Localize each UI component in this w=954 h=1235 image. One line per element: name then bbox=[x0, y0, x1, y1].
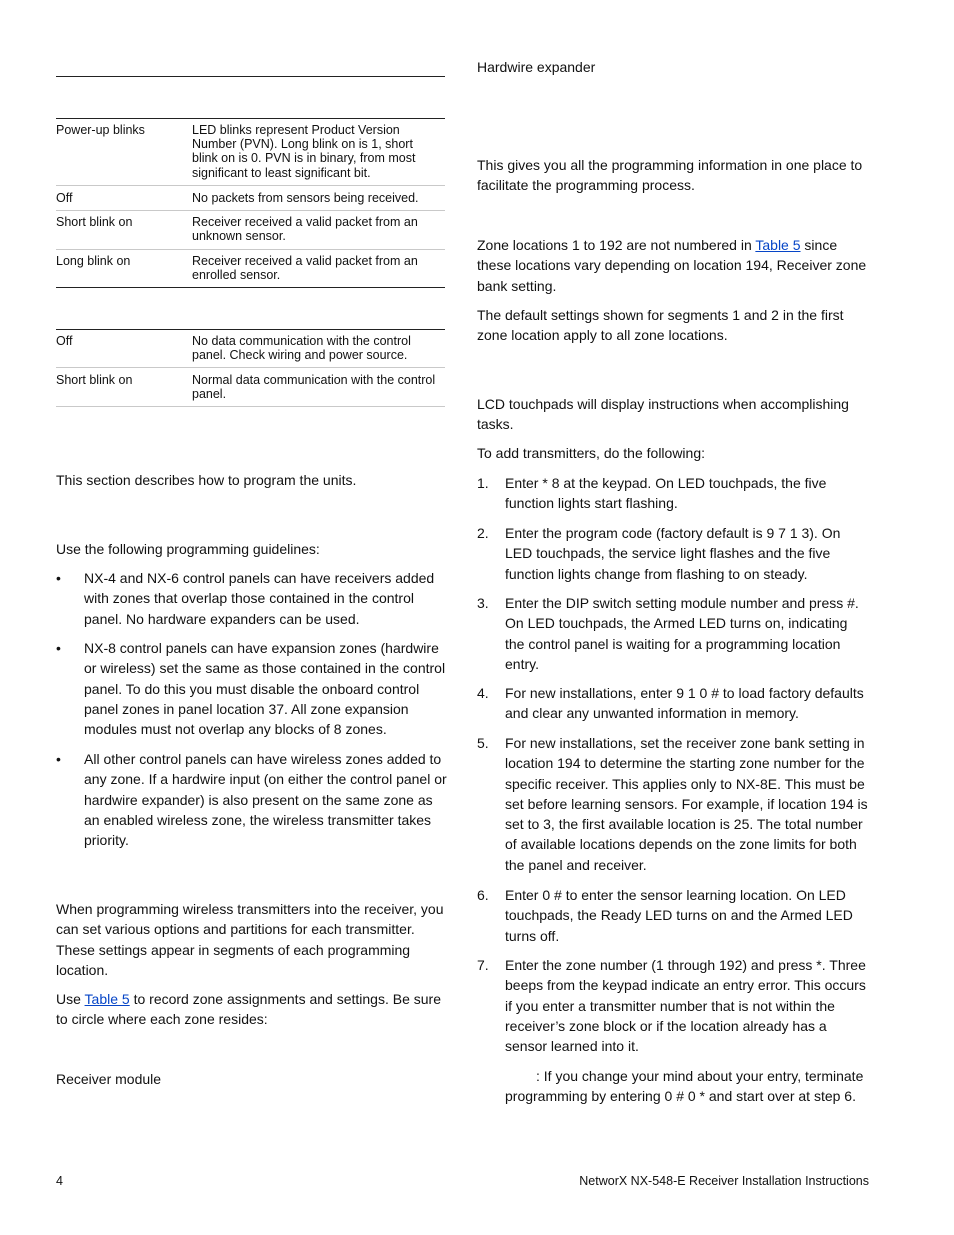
table1-bottom-rule bbox=[56, 287, 445, 288]
desc-line: blink on is 0. PVN is in binary, from most bbox=[192, 151, 416, 166]
add-transmitters-lead: To add transmitters, do the following: bbox=[477, 445, 706, 461]
step-note bbox=[505, 1066, 885, 1107]
table1-row1-label: Power-up blinks bbox=[56, 123, 145, 137]
step-item bbox=[505, 473, 885, 514]
line: priority. bbox=[84, 832, 129, 849]
line: Enter the program code (factory default is 9 7 1 3). On bbox=[505, 525, 841, 541]
step-item bbox=[505, 955, 885, 1056]
step-number: 4. bbox=[477, 685, 489, 701]
line: an enabled wireless zone, the wireless transmitter takes bbox=[84, 811, 432, 828]
table1-row3-desc bbox=[192, 215, 442, 243]
line: function lights start flashing. bbox=[505, 495, 678, 512]
text: to record zone assignments and settings. Be sure bbox=[129, 991, 441, 1007]
table1-row-divider bbox=[56, 185, 445, 186]
desc-line: panel. Check wiring and power source. bbox=[192, 348, 408, 363]
default-settings-paragraph bbox=[477, 305, 877, 346]
table5-link[interactable]: Table 5 bbox=[84, 991, 130, 1007]
step-number: 5. bbox=[477, 735, 489, 751]
step-number: 7. bbox=[477, 957, 489, 973]
table1-row4-label: Long blink on bbox=[56, 254, 131, 268]
document-title: NetworX NX-548-E Receiver Installation Instructions bbox=[579, 1174, 869, 1188]
desc-line: Receiver received a valid packet from an bbox=[192, 215, 418, 229]
top-rule bbox=[56, 76, 445, 77]
table1-row3-label: Short blink on bbox=[56, 215, 133, 229]
line: hardwire expander) is also present on the same zone as bbox=[84, 791, 433, 808]
desc-line: LED blinks represent Product Version bbox=[192, 123, 400, 137]
use-table-paragraph bbox=[56, 989, 451, 1030]
desc-line: Receiver received a valid packet from an bbox=[192, 254, 418, 268]
hardwire-expander-label: Hardwire expander bbox=[477, 59, 596, 75]
line: location. bbox=[56, 961, 109, 978]
line bbox=[56, 989, 451, 1009]
line: bank setting. bbox=[477, 277, 557, 294]
line: For new installations, set the receiver zone bank setting in bbox=[505, 735, 865, 751]
step-number: 6. bbox=[477, 887, 489, 903]
line: : If you change your mind about your entry, terminate bbox=[536, 1068, 864, 1084]
line: function lights change from flashing to on steady. bbox=[505, 565, 808, 582]
lcd-paragraph bbox=[477, 394, 877, 435]
table2-row1-desc bbox=[192, 334, 442, 362]
table1-row2-desc: No packets from sensors being received. bbox=[192, 191, 419, 205]
line: entry. bbox=[505, 655, 539, 672]
desc-line: Number (PVN). Long blink on is 1, short bbox=[192, 137, 413, 152]
line: All other control panels can have wireless zones added to bbox=[84, 751, 442, 767]
bullet-marker: • bbox=[56, 640, 61, 656]
wireless-paragraph bbox=[56, 899, 451, 980]
table1-row2-label: Off bbox=[56, 191, 73, 205]
step-number: 2. bbox=[477, 525, 489, 541]
line: set before learning sensors. For example, if location 194 is bbox=[505, 795, 868, 812]
line: to circle where each zone resides: bbox=[56, 1011, 268, 1028]
line: set to 3, the first available location is 25. The total number bbox=[505, 816, 863, 833]
step-item bbox=[505, 885, 885, 946]
zone-locations-paragraph bbox=[477, 235, 877, 296]
line: the control panel is waiting for a programming location bbox=[505, 635, 841, 652]
line: The default settings shown for segments 1 and 2 in the first bbox=[477, 307, 844, 323]
table2-row2-label: Short blink on bbox=[56, 373, 133, 387]
line: NX-4 and NX-6 control panels can have receivers added bbox=[84, 570, 435, 586]
table2-top-rule bbox=[56, 329, 445, 330]
line: the panel and receiver. bbox=[505, 856, 647, 873]
desc-line: significant to least significant bit. bbox=[192, 165, 371, 180]
table1-top-rule bbox=[56, 118, 445, 119]
text: since bbox=[800, 237, 838, 253]
line: Enter * 8 at the keypad. On LED touchpads, the five bbox=[505, 475, 827, 491]
line: these locations vary depending on location 194, Receiver zone bbox=[477, 257, 867, 274]
table2-row1-label: Off bbox=[56, 334, 73, 348]
line: This gives you all the programming information in one place to bbox=[477, 157, 863, 173]
line: with zones that overlap those contained in the control bbox=[84, 590, 414, 607]
line: For new installations, enter 9 1 0 # to load factory defaults bbox=[505, 685, 864, 701]
text: Use bbox=[56, 991, 85, 1007]
line: tasks. bbox=[477, 416, 514, 433]
line: location 194 to determine the starting zone number for the bbox=[505, 755, 865, 772]
table5-link[interactable]: Table 5 bbox=[755, 237, 801, 253]
guideline-item bbox=[84, 638, 454, 739]
gives-paragraph bbox=[477, 155, 877, 196]
step-number: 3. bbox=[477, 595, 489, 611]
line: and clear any unwanted information in memory. bbox=[505, 705, 799, 722]
table2-bottom-rule bbox=[56, 406, 445, 407]
desc-line: panel. bbox=[192, 387, 227, 402]
line: programming by entering 0 # 0 * and start over at step 6. bbox=[505, 1088, 856, 1105]
table1-row4-desc bbox=[192, 254, 442, 282]
desc-line: No data communication with the control bbox=[192, 334, 411, 348]
line: zone location apply to all zone locations. bbox=[477, 327, 728, 344]
bullet-marker: • bbox=[56, 751, 61, 767]
line: These settings appear in segments of each programming bbox=[56, 941, 411, 958]
line: can set various options and partitions for each transmitter. bbox=[56, 921, 415, 938]
line: beeps from the keypad indicate an entry error. This occurs bbox=[505, 977, 866, 994]
desc-line: unknown sensor. bbox=[192, 229, 286, 244]
line: panel zones in panel location 37. All zone expansion bbox=[84, 700, 409, 717]
guideline-item bbox=[84, 568, 454, 629]
step-number: 1. bbox=[477, 475, 489, 491]
line: panel. To do this you must disable the onboard control bbox=[84, 680, 420, 697]
line: NX-8 control panels can have expansion zones (hardwire bbox=[84, 640, 439, 656]
line: Enter the zone number (1 through 192) and press *. Three bbox=[505, 957, 866, 973]
line bbox=[477, 235, 877, 255]
line: facilitate the programming process. bbox=[477, 177, 695, 194]
step-item bbox=[505, 523, 885, 584]
table1-row-divider bbox=[56, 210, 445, 211]
desc-line: enrolled sensor. bbox=[192, 268, 281, 283]
step-item bbox=[505, 593, 885, 674]
line: LED touchpads, the service light flashes and the five bbox=[505, 545, 831, 562]
table2-row2-desc bbox=[192, 373, 442, 401]
page-number: 4 bbox=[56, 1174, 63, 1188]
line: When programming wireless transmitters into the receiver, you bbox=[56, 901, 444, 917]
desc-line: Normal data communication with the control bbox=[192, 373, 436, 387]
line: of available locations depends on the zone limits for both bbox=[505, 836, 857, 853]
guidelines-lead: Use the following programming guidelines: bbox=[56, 541, 320, 557]
line: Enter 0 # to enter the sensor learning location. On LED bbox=[505, 887, 846, 903]
table1-row1-desc bbox=[192, 123, 442, 180]
line: LCD touchpads will display instructions when accomplishing bbox=[477, 396, 849, 412]
text: Zone locations 1 to 192 are not numbered in bbox=[477, 237, 756, 253]
guideline-item bbox=[84, 749, 454, 850]
step-item bbox=[505, 683, 885, 724]
line: modules must not overlap any blocks of 8 zones. bbox=[84, 721, 387, 738]
intro-paragraph: This section describes how to program the units. bbox=[56, 472, 357, 488]
line: turns off. bbox=[505, 927, 560, 944]
line: panel. No hardware expanders can be used. bbox=[84, 610, 360, 627]
table2-row-divider bbox=[56, 367, 445, 368]
table1-row-divider bbox=[56, 249, 445, 250]
line: touchpads, the Ready LED turns on and the Armed LED bbox=[505, 907, 853, 924]
line: specific receiver. This applies only to NX-8E. This must be bbox=[505, 775, 865, 792]
line: Enter the DIP switch setting module number and press #. bbox=[505, 595, 859, 611]
line: sensor learned into it. bbox=[505, 1038, 639, 1055]
receiver-module-label: Receiver module bbox=[56, 1071, 162, 1087]
line: any zone. If a hardwire input (on either the control panel or bbox=[84, 771, 447, 788]
line: On LED touchpads, the Armed LED turns on, indicating bbox=[505, 615, 848, 632]
line: receiver’s zone block or if the location already has a bbox=[505, 1017, 827, 1034]
line: or wireless) set the same as those contained in the control bbox=[84, 660, 446, 677]
line: if you enter a transmitter number that is not within the bbox=[505, 997, 835, 1014]
bullet-marker: • bbox=[56, 570, 61, 586]
step-item bbox=[505, 733, 885, 875]
